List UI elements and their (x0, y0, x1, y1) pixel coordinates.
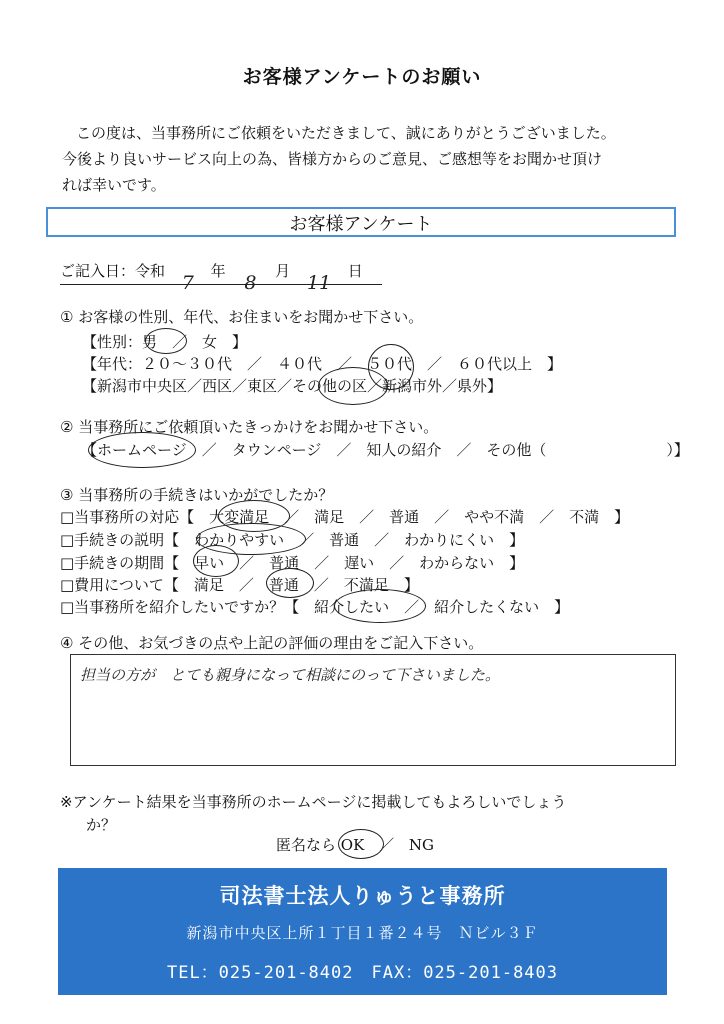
selection-circle-other-ward (318, 367, 388, 405)
q3-row-response: □当事務所の対応【 大変満足 ／ 満足 ／ 普通 ／ やや不満 ／ 不満 】 (60, 508, 630, 526)
anonymous-label: 匿名なら (276, 836, 337, 854)
separator: ／ (379, 836, 395, 854)
selection-circle-fast (193, 545, 239, 577)
intro-line: この度は、当事務所にご依頼をいただきまして、誠にありがとうございました。 (76, 124, 616, 142)
handwritten-year: 7 (181, 272, 194, 294)
office-name: 司法書士法人りゅうと事務所 (219, 884, 506, 908)
selection-circle-homepage (88, 432, 196, 468)
q3-row-duration: □手続きの期間【 早い ／ 普通 ／ 遅い ／ わからない 】 (60, 554, 525, 572)
q1-age: 【年代：２０～３０代 ／ ４０代 ／ ５０代 ／ ６０代以上 】 (82, 355, 563, 373)
intro-line: 今後より良いサービス向上の為、皆様方からのご意見、ご感想等をお聞かせ頂け (62, 150, 603, 168)
date-row (60, 260, 363, 294)
office-address: 新潟市中央区上所１丁目１番２４号 Ｎビル３Ｆ (186, 924, 539, 942)
ng-option: NG (408, 836, 434, 854)
q3-row-recommend: □当事務所を紹介したいですか？【 紹介したい ／ 紹介したくない 】 (60, 598, 570, 616)
selection-circle-recommend (334, 589, 426, 623)
date-underline (60, 284, 382, 285)
consent-line: ※アンケート結果を当事務所のホームページに掲載してもよろしいでしょう (60, 793, 567, 811)
ok-option: OK (340, 836, 365, 854)
page-title: お客様アンケートのお願い (242, 66, 482, 88)
selection-circle-ok (338, 829, 384, 859)
intro-line: れば幸いです。 (62, 176, 166, 194)
question-2: ② 当事務所にご依頼頂いたきっかけをお聞かせ下さい。 (60, 418, 439, 436)
q3-row-explanation: □手続きの説明【 わかりやすい ／ 普通 ／ わかりにくい 】 (60, 531, 525, 549)
handwritten-comment: 担当の方が とても親身になって相談にのって下さいました。 (80, 666, 500, 684)
question-4: ④ その他、お気づきの点や上記の評価の理由をご記入下さい。 (60, 634, 484, 652)
office-footer (58, 868, 667, 995)
month-unit: 月 (275, 262, 291, 280)
office-contact: TEL：025-201-8402 FAX：025-201-8403 (166, 963, 559, 983)
question-1: ① お客様の性別、年代、お住まいをお聞かせ下さい。 (60, 308, 424, 326)
date-label: ご記入日：令和 (60, 262, 166, 280)
handwritten-month: 8 (244, 272, 257, 294)
survey-heading: お客様アンケート (289, 214, 433, 235)
day-unit: 日 (347, 262, 363, 280)
handwritten-day: 11 (306, 272, 332, 294)
intro-text (62, 120, 682, 198)
year-unit: 年 (210, 262, 226, 280)
q1-area: 【新潟市中央区／西区／東区／その他の区／新潟市外／県外】 (82, 377, 503, 395)
q1-gender: 【性別：男 ／ 女 】 (82, 333, 248, 351)
q2-options: 【ホームページ ／ タウンページ ／ 知人の紹介 ／ その他（ ）】 (82, 441, 689, 459)
selection-circle-normal (266, 568, 314, 598)
consent-line: か？ (86, 816, 117, 834)
selection-circle-male (145, 328, 187, 354)
question-3: ③ 当事務所の手続きはいかがでしたか？ (60, 486, 334, 504)
q3-row-cost: □費用について【 満足 ／ 普通 ／ 不満足 】 (60, 576, 419, 594)
